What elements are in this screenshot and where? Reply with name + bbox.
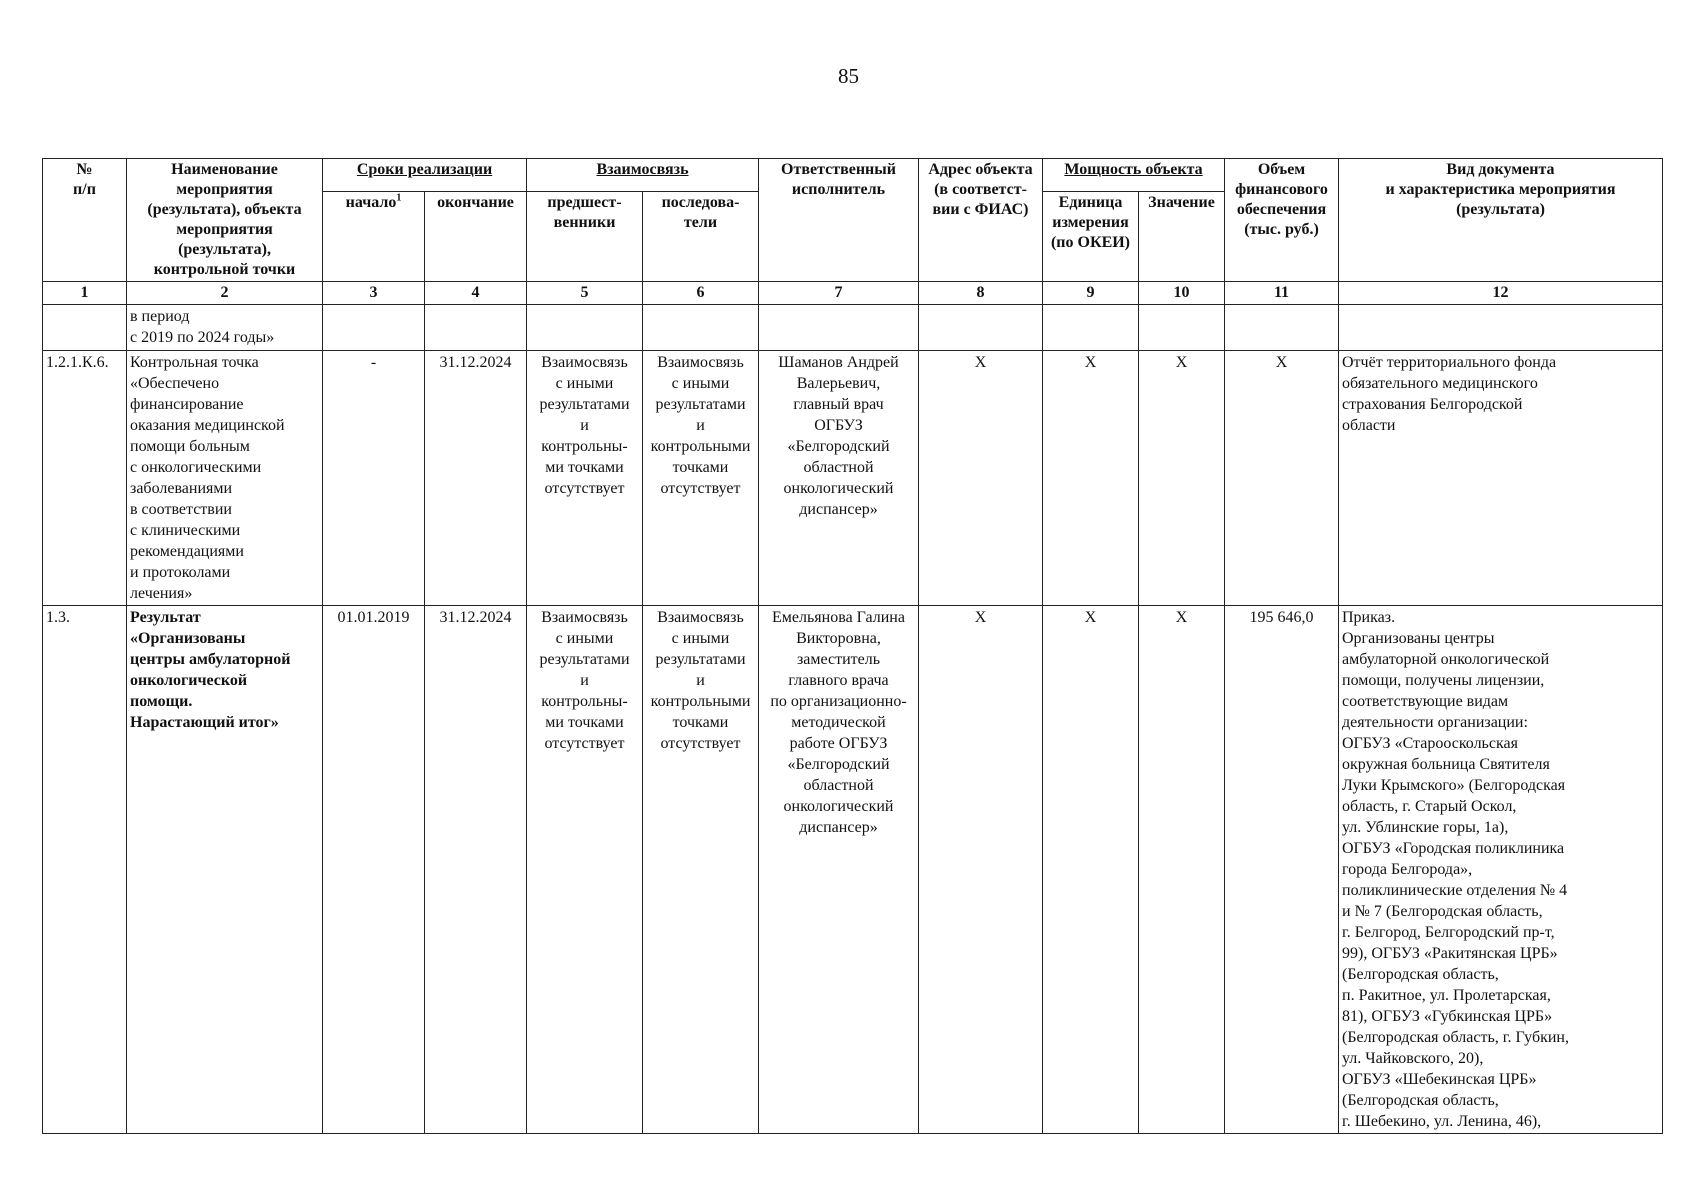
row-id: 1.2.1.К.6. (43, 351, 127, 606)
column-number: 12 (1339, 282, 1663, 305)
column-number: 5 (527, 282, 643, 305)
row-funding: 195 646,0 (1225, 606, 1339, 1134)
row-successors: Взаимосвязь с иными результатами и контрольными точками отсутствует (643, 351, 759, 606)
header-start (323, 191, 425, 281)
row-end (425, 305, 527, 351)
row-successors: Взаимосвязь с иными результатами и контрольными точками отсутствует (643, 606, 759, 1134)
header-name: Наименование мероприятия (результата), объекта мероприятия (результата), контрольной точки (127, 159, 323, 282)
row-responsible: Шаманов Андрей Валерьевич, главный врач ОГБУЗ «Белгородский областной онкологический диспансер» (759, 351, 919, 606)
row-predecessors: Взаимосвязь с иными результатами и контрольны- ми точками отсутствует (527, 606, 643, 1134)
header-timing: Сроки реализации (323, 159, 527, 192)
page-number: 85 (838, 64, 859, 88)
row-doc: Отчёт территориального фонда обязательного медицинского страхования Белгородской области (1339, 351, 1663, 606)
implementation-plan-table (42, 158, 1663, 1134)
row-value: Х (1139, 351, 1225, 606)
column-number: 3 (323, 282, 425, 305)
row-unit (1043, 305, 1139, 351)
header-value: Значение (1139, 191, 1225, 281)
row-name: в период с 2019 по 2024 годы» (127, 305, 323, 351)
row-doc (1339, 305, 1663, 351)
header-funding: Объем финансового обеспечения (тыс. руб.) (1225, 159, 1339, 282)
row-start: 01.01.2019 (323, 606, 425, 1134)
footnote-marker: 1 (396, 192, 402, 204)
row-funding (1225, 305, 1339, 351)
row-end: 31.12.2024 (425, 606, 527, 1134)
header-end: окончание (425, 191, 527, 281)
row-predecessors: Взаимосвязь с иными результатами и контрольны- ми точками отсутствует (527, 351, 643, 606)
row-address: Х (919, 606, 1043, 1134)
row-successors (643, 305, 759, 351)
row-doc: Приказ. Организованы центры амбулаторной онкологической помощи, получены лицензии, соответствующие видам деятельности организации: ОГБУЗ «Старооскольская окружная больница Святителя Луки Крымского» (Белгородская область, г. Старый Оскол, ул. Ублинские горы, 1а), ОГБУЗ «Городская поликлиника города Белгорода», поликлинические отделения № 4 и № 7 (Белгородская область, г. Белгород, Белгородский пр-т, 99), ОГБУЗ «Ракитянская ЦРБ» (Белгородская область, п. Ракитное, ул. Пролетарская, 81), ОГБУЗ «Губкинская ЦРБ» (Белгородская область, г. Губкин, ул. Чайковского, 20), ОГБУЗ «Шебекинская ЦРБ» (Белгородская область, г. Шебекино, ул. Ленина, 46), (1339, 606, 1663, 1134)
table-row (43, 351, 1663, 606)
header-predecessors: предшест- венники (527, 191, 643, 281)
column-number: 6 (643, 282, 759, 305)
header-links: Взаимосвязь (527, 159, 759, 192)
row-unit: Х (1043, 351, 1139, 606)
column-number: 2 (127, 282, 323, 305)
header-responsible: Ответственный исполнитель (759, 159, 919, 282)
table-row (43, 606, 1663, 1134)
row-id (43, 305, 127, 351)
row-start (323, 305, 425, 351)
header-number: № п/п (43, 159, 127, 282)
table-row (43, 305, 1663, 351)
row-name: Контрольная точка «Обеспечено финансирование оказания медицинской помощи больным с онкологическими заболеваниями в соответствии с клиническими рекомендациями и протоколами лечения» (127, 351, 323, 606)
column-number: 7 (759, 282, 919, 305)
row-name: Результат «Организованы центры амбулаторной онкологической помощи. Нарастающий итог» (127, 606, 323, 1134)
column-number-row (43, 282, 1663, 305)
row-address: Х (919, 351, 1043, 606)
row-funding: Х (1225, 351, 1339, 606)
row-value: Х (1139, 606, 1225, 1134)
header-address: Адрес объекта (в соответст- вии с ФИАС) (919, 159, 1043, 282)
header-unit: Единица измерения (по ОКЕИ) (1043, 191, 1139, 281)
header-doc-type: Вид документа и характеристика мероприятия (результата) (1339, 159, 1663, 282)
column-number: 4 (425, 282, 527, 305)
row-unit: Х (1043, 606, 1139, 1134)
column-number: 11 (1225, 282, 1339, 305)
row-start: - (323, 351, 425, 606)
row-responsible (759, 305, 919, 351)
row-id: 1.3. (43, 606, 127, 1134)
column-number: 10 (1139, 282, 1225, 305)
row-predecessors (527, 305, 643, 351)
header-successors: последова- тели (643, 191, 759, 281)
row-value (1139, 305, 1225, 351)
column-number: 9 (1043, 282, 1139, 305)
header-capacity: Мощность объекта (1043, 159, 1225, 192)
column-number: 8 (919, 282, 1043, 305)
row-address (919, 305, 1043, 351)
header-row-1 (43, 159, 1663, 192)
header-start-label: начало (345, 193, 397, 211)
column-number: 1 (43, 282, 127, 305)
row-responsible: Емельянова Галина Викторовна, заместитель главного врача по организационно- методической работе ОГБУЗ «Белгородский областной онкологический диспансер» (759, 606, 919, 1134)
row-end: 31.12.2024 (425, 351, 527, 606)
